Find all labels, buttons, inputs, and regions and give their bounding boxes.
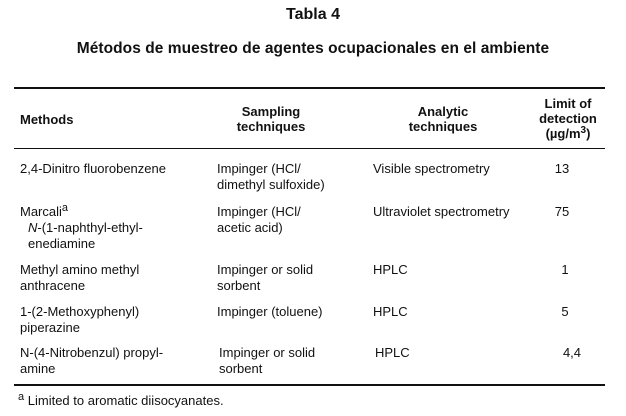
top-rule [14, 87, 605, 89]
row-3-sampling [217, 262, 313, 294]
row-1-method-line1: 2,4-Dinitro fluorobenzene [20, 161, 166, 176]
row-3-method-line1: Methyl amino methyl [20, 262, 140, 277]
footnote-marker: a [18, 391, 25, 403]
header-limit-close: ) [586, 126, 591, 141]
row-2-method-name: Marcali [20, 204, 62, 219]
row-2-analytic: Ultraviolet spectrometry [373, 204, 510, 219]
row-4-method [20, 304, 139, 336]
row-3-analytic: HPLC [373, 262, 408, 277]
header-sampling-line1: Sampling [241, 104, 301, 119]
header-sampling [216, 104, 326, 134]
row-2-method-italic: N [28, 220, 38, 235]
row-2-method [20, 204, 143, 252]
row-4-sampling [217, 304, 323, 320]
row-1-sampling-line2: dimethyl sulfoxide) [217, 177, 325, 192]
row-2-footnote-marker: a [61, 202, 69, 214]
row-3-method [20, 262, 139, 294]
row-5-sampling [219, 345, 315, 377]
row-3-limit: 1 [561, 262, 569, 277]
table-subtitle: Métodos de muestreo de agentes ocupacionales en el ambiente [76, 40, 550, 57]
footnote [18, 393, 224, 409]
row-2-sampling-line2: acetic acid) [217, 220, 283, 235]
table-title: Tabla 4 [286, 6, 340, 23]
header-limit-line1: Limit of [544, 96, 592, 111]
bottom-rule [14, 384, 605, 386]
row-4-method-line1: 1-(2-Methoxyphenyl) [20, 304, 140, 319]
footnote-text: Limited to aromatic diisocyanates. [27, 393, 224, 408]
row-2-method-line2 [20, 220, 143, 236]
header-limit-line2: detection [539, 111, 597, 126]
row-3-method-line2: anthracene [20, 278, 86, 293]
row-5-sampling-line2: sorbent [219, 361, 263, 376]
header-rule [14, 148, 605, 149]
header-sampling-line2: techniques [236, 119, 306, 134]
row-5-method-line1: N-(4-Nitrobenzul) propyl- [20, 345, 164, 360]
header-analytic [388, 104, 498, 134]
row-1-analytic: Visible spectrometry [373, 161, 490, 176]
row-5-sampling-line1: Impinger or solid [219, 345, 316, 360]
row-5-method-line2: amine [20, 361, 56, 376]
header-limit-line3 [530, 126, 606, 141]
row-2-sampling-line1: Impinger (HCl/ [217, 204, 301, 219]
row-1-sampling-line1: Impinger (HCl/ [217, 161, 301, 176]
row-5-analytic: HPLC [375, 345, 410, 360]
row-3-sampling-line1: Impinger or solid [217, 262, 314, 277]
row-2-sampling [217, 204, 301, 236]
header-limit-exponent: 3 [580, 125, 587, 136]
row-1-sampling [217, 161, 325, 193]
row-4-method-line2: piperazine [20, 320, 80, 335]
header-limit [530, 96, 606, 141]
header-analytic-line1: Analytic [417, 104, 469, 119]
row-4-sampling-line1: Impinger (toluene) [217, 304, 323, 319]
row-5-limit: 4,4 [562, 345, 582, 360]
row-4-analytic: HPLC [373, 304, 408, 319]
row-2-limit: 75 [554, 204, 570, 219]
row-1-method [20, 161, 166, 177]
row-1-limit: 13 [554, 161, 570, 176]
header-analytic-line2: techniques [408, 119, 478, 134]
row-5-method [20, 345, 163, 377]
row-3-sampling-line2: sorbent [217, 278, 261, 293]
row-4-limit: 5 [561, 304, 569, 319]
row-2-method-line1 [20, 204, 143, 220]
row-2-method-sub: -(1-naphthyl-ethyl- [37, 220, 143, 235]
header-methods: Methods [20, 112, 74, 127]
header-limit-unit: (µg/m [545, 126, 581, 141]
row-2-method-line3: enediamine [28, 236, 96, 251]
